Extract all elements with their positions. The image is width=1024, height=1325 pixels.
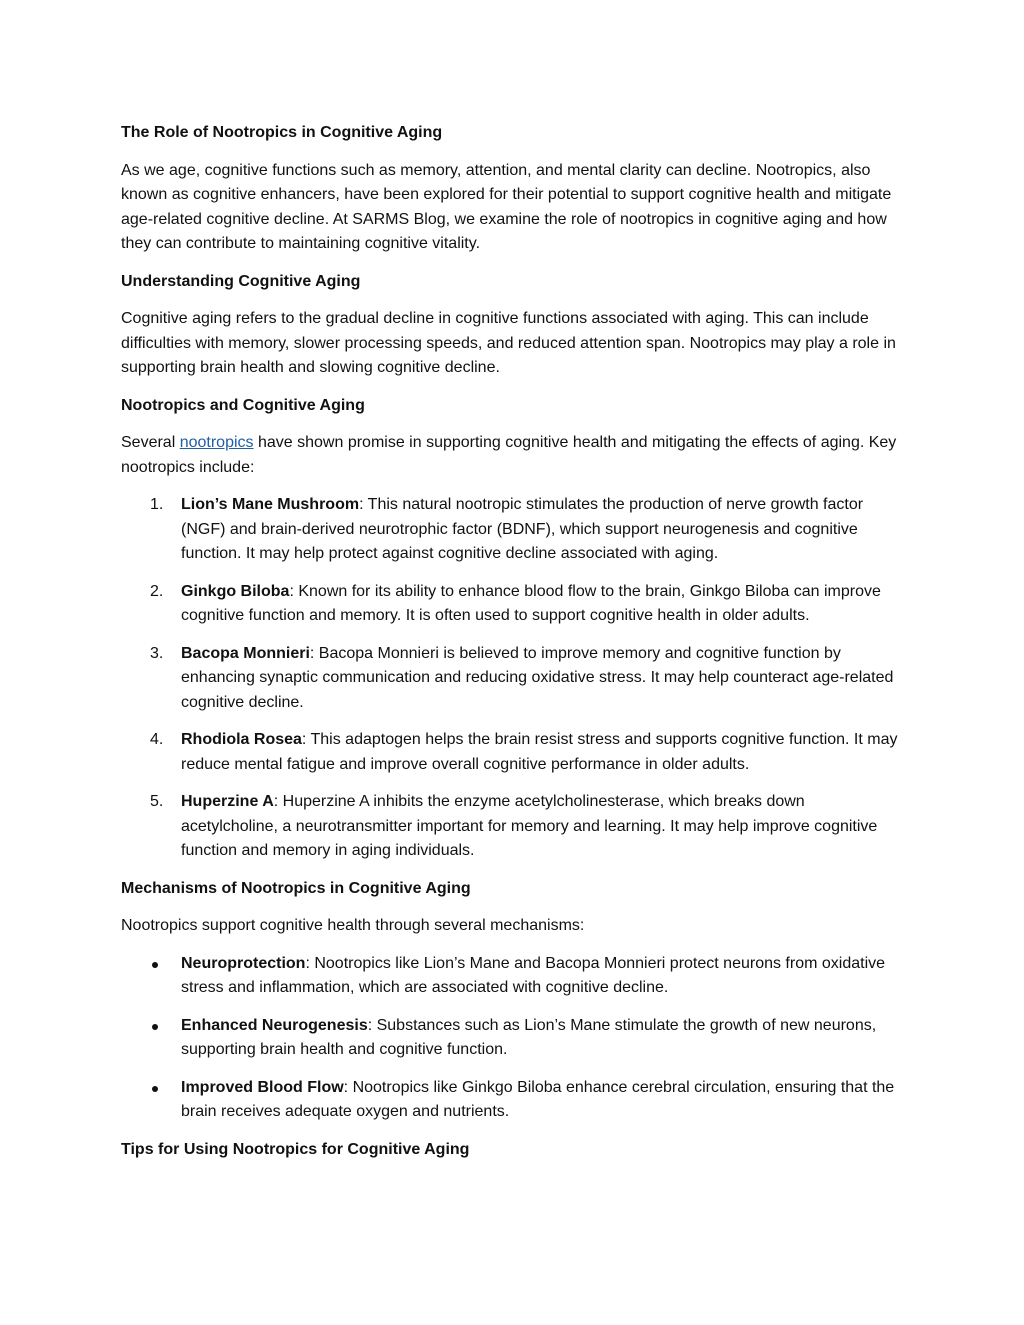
- item-title: Enhanced Neurogenesis: [181, 1016, 368, 1034]
- list-number: 1.: [150, 496, 164, 513]
- item-text: : Huperzine A inhibits the enzyme acetylcholinesterase, which breaks down acetylcholine, a neurotransmitter important for memory and learning. It may help improve cognitive function and memory in aging individuals.: [181, 793, 878, 859]
- nootropics-text-before: Several: [121, 434, 180, 451]
- item-title: Huperzine A: [181, 793, 274, 810]
- key-nootropics-list: [121, 493, 906, 864]
- item-title: Lion’s Mane Mushroom: [181, 496, 360, 513]
- list-number: 2.: [150, 582, 164, 600]
- list-item: [121, 580, 906, 629]
- bullet-icon: [152, 962, 158, 968]
- nootropics-paragraph: [121, 431, 906, 480]
- section-heading-mechanisms: Mechanisms of Nootropics in Cognitive Aging: [121, 879, 471, 897]
- list-number: 4.: [150, 731, 164, 748]
- section-heading-nootropics: Nootropics and Cognitive Aging: [121, 396, 365, 414]
- mechanisms-list: [121, 952, 906, 1125]
- item-text: : This natural nootropic stimulates the production of nerve growth factor (NGF) and brain-derived neurotrophic factor (BDNF), which support neurogenesis and cognitive function. It may help protect against cognitive decline associated with aging.: [181, 496, 864, 562]
- item-text: : Nootropics like Ginkgo Biloba enhance cerebral circulation, ensuring that the brain receives adequate oxygen and nutrients.: [181, 1078, 895, 1120]
- bullet-icon: [152, 1086, 158, 1092]
- section-heading-understanding: Understanding Cognitive Aging: [121, 272, 361, 290]
- item-text: : Bacopa Monnieri is believed to improve memory and cognitive function by enhancing synaptic communication and reducing oxidative stress. It may help counteract age-related cognitive decline.: [181, 644, 894, 711]
- list-item: [121, 790, 906, 864]
- list-item: [121, 952, 906, 1001]
- list-item: [121, 642, 906, 716]
- document-page: [121, 121, 906, 1175]
- item-title: Rhodiola Rosea: [181, 731, 302, 748]
- item-text: : Known for its ability to enhance blood flow to the brain, Ginkgo Biloba can improve cognitive function and memory. It is often used to support cognitive health in older adults.: [181, 582, 881, 624]
- list-item: [121, 1014, 906, 1063]
- item-title: Improved Blood Flow: [181, 1078, 344, 1096]
- understanding-paragraph: Cognitive aging refers to the gradual decline in cognitive functions associated with aging. This can include difficulties with memory, slower processing speeds, and reduced attention span. Nootropics may play a role in supporting brain health and slowing cognitive decline.: [121, 310, 896, 376]
- list-number: 3.: [150, 644, 164, 662]
- list-item: [121, 1076, 906, 1125]
- item-text: : Nootropics like Lion’s Mane and Bacopa Monnieri protect neurons from oxidative stress and inflammation, which are associated with cognitive decline.: [181, 954, 886, 996]
- document-title: The Role of Nootropics in Cognitive Aging: [121, 124, 443, 141]
- mechanisms-paragraph: Nootropics support cognitive health through several mechanisms:: [121, 917, 585, 934]
- intro-paragraph: As we age, cognitive functions such as memory, attention, and mental clarity can decline. Nootropics, also known as cognitive enhancers, have been explored for their potential to support cognitive health and mitigate age-related cognitive decline. At SARMS Blog, we examine the role of nootropics in cognitive aging and how they can contribute to maintaining cognitive vitality.: [121, 161, 892, 252]
- item-text: : Substances such as Lion’s Mane stimulate the growth of new neurons, supporting brain health and cognitive function.: [181, 1016, 877, 1058]
- item-title: Neuroprotection: [181, 954, 306, 972]
- nootropics-link[interactable]: nootropics: [179, 434, 254, 451]
- nootropics-text-after: have shown promise in supporting cognitive health and mitigating the effects of aging. Key nootropics include:: [121, 434, 897, 476]
- list-item: [121, 493, 906, 567]
- item-title: Ginkgo Biloba: [181, 582, 290, 600]
- item-text: : This adaptogen helps the brain resist stress and supports cognitive function. It may reduce mental fatigue and improve overall cognitive performance in older adults.: [181, 731, 898, 773]
- list-number: 5.: [150, 793, 164, 810]
- bullet-icon: [152, 1024, 158, 1030]
- list-item: [121, 728, 906, 777]
- item-title: Bacopa Monnieri: [181, 644, 310, 662]
- section-heading-tips: Tips for Using Nootropics for Cognitive Aging: [121, 1140, 470, 1158]
